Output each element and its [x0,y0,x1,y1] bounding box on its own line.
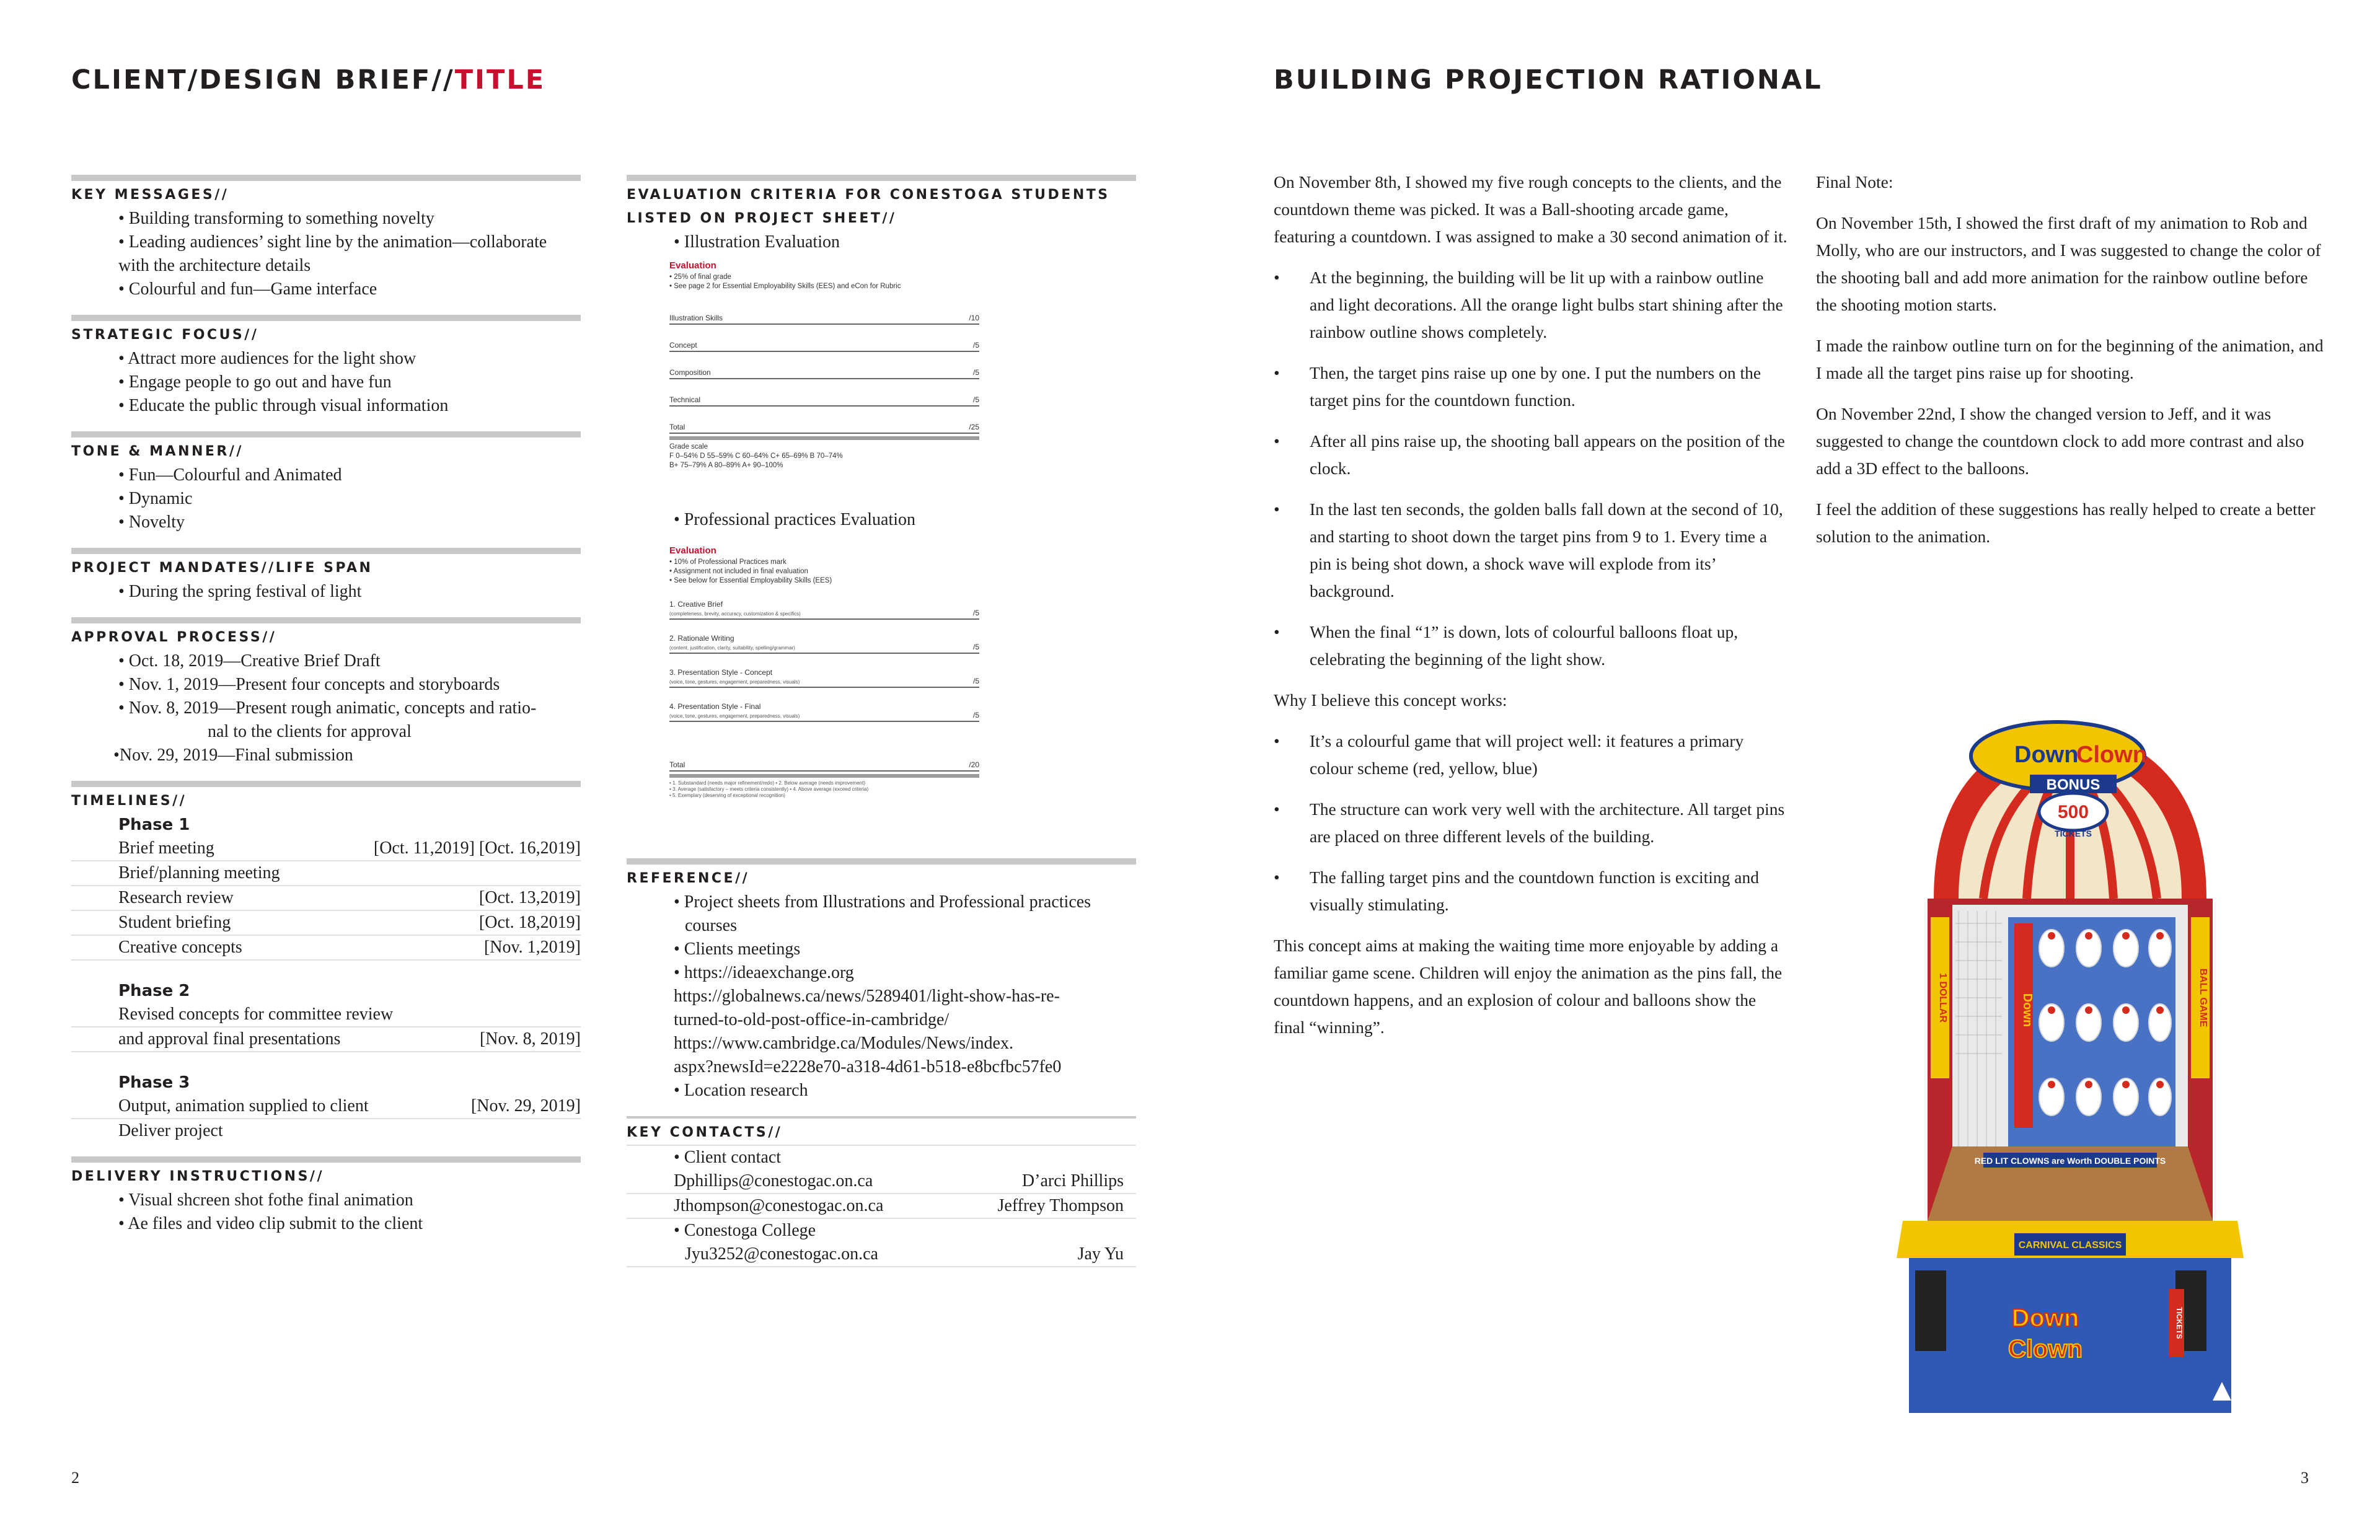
form-row [669,586,979,620]
reference-line: • Clients meetings [674,939,801,959]
form-footnote: • 1. Substandard (needs major refinement/redo) • 2. Below average (needs improvement) [669,780,865,786]
contact-row [627,1169,1136,1194]
phase-heading: Phase 3 [118,1073,190,1092]
arcade-machine-image [1890,713,2250,1413]
list-item: • Colourful and fun—Game interface [118,279,377,299]
page-title-right: BUILDING PROJECTION RATIONAL [1274,64,1823,95]
form-note: • 10% of Professional Practices mark [669,558,787,566]
form-row-label: Composition [669,368,711,377]
grade-scale: B+ 75–79% A 80–89% A+ 90–100% [669,462,783,469]
conclusion-paragraph: This concept aims at making the waiting time more enjoyable by adding a familiar game scene. Children will enjoy the animation as the pins fall, the countdown happens, and an explosion of colour and balloons show the final “winning”. [1274,936,1783,1037]
form-row-value: /5 [972,609,979,617]
form-row-value: /5 [972,677,979,685]
rationale-column [1274,169,1788,1055]
list-item: with the architecture details [118,256,311,275]
timeline-row [71,911,581,936]
list-item: • Illustration Evaluation [674,232,840,252]
grade-scale-title: Grade scale [669,443,708,451]
list-item: • Nov. 8, 2019—Present rough animatic, concepts and ratio- [118,698,537,718]
final-note-paragraph: I feel the addition of these suggestions has really helped to create a better solution to the animation. [1816,499,2316,546]
list-item: •Nov. 29, 2019—Final submission [113,746,353,765]
timeline-row [71,1094,581,1119]
reference-line: • https://ideaexchange.org [674,963,854,982]
section-heading: APPROVAL PROCESS// [71,630,277,645]
illustration-evaluation-form [669,259,979,470]
timeline-row [71,936,581,961]
key-messages-section [71,175,581,301]
form-row [669,297,979,325]
rationale-bullet: • After all pins raise up, the shooting ball appears on the position of the clock. [1274,428,1788,482]
contact-name: Jay Yu [1077,1244,1124,1264]
rationale-bullet: • In the last ten seconds, the golden balls fall down at the second of 10, and starting to shoot down the target pins from 9 to 1. Every time a pin is being shot down, a shock wave will explode from its’ background. [1274,496,1788,605]
list-item: • Engage people to go out and have fun [118,372,392,392]
section-heading: KEY CONTACTS// [627,1121,1136,1146]
final-note-title: Final Note: [1816,172,1893,191]
form-note: • See below for Essential Employability Skills (EES) [669,577,832,584]
reference-line: turned-to-old-post-office-in-cambridge/ [674,1010,950,1029]
form-row-label: 1. Creative Brief [669,600,723,609]
list-item: • Leading audiences’ sight line by the animation—collaborate [118,232,547,252]
list-item: • Attract more audiences for the light show [118,349,416,368]
reference-column [627,858,1136,1281]
rationale-bullet: • The falling target pins and the countdown function is exciting and visually stimulating. [1274,864,1788,918]
form-row [669,620,979,654]
final-note-paragraph: On November 22nd, I show the changed version to Jeff, and it was suggested to change the countdown clock to add more contrast and also add a 3D effect to the balloons. [1816,404,2304,478]
page-number-left: 2 [71,1469,79,1487]
bullet-text: In the last ten seconds, the golden balls fall down at the second of 10, and starting to shoot down the target pins from 9 to 1. Every time a pin is being shot down, a shock wave will explode from its’ background. [1310,499,1783,601]
left-side-text: 1 DOLLAR [1937,973,1948,1023]
intro-paragraph: On November 8th, I showed my five rough concepts to the clients, and the countdown theme was picked. It was a Ball-shooting arcade game, featuring a countdown. I was assigned to make a 30 second animation of it. [1274,172,1787,246]
list-item: • Professional practices Evaluation [674,510,916,529]
down-sign-text: Down [2021,993,2034,1027]
contact-email[interactable]: Dphillips@conestogac.on.ca [674,1171,873,1190]
strategic-focus-section [71,315,581,418]
section-heading: KEY MESSAGES// [71,187,229,203]
title-accent: TITLE [454,64,546,95]
section-heading: LISTED ON PROJECT SHEET// [627,211,897,226]
section-heading: PROJECT MANDATES//LIFE SPAN [71,560,373,576]
reference-section [627,858,1136,1102]
form-row-value: /20 [969,760,979,769]
form-row-label: Concept [669,341,697,350]
bonus-tickets: TICKETS [2055,829,2092,838]
form-row [669,722,979,772]
title-main: CLIENT/DESIGN BRIEF// [71,64,455,95]
final-note-column [1816,169,2330,564]
bullet-text: Then, the target pins raise up one by one. I put the numbers on the target pins for the countdown function. [1310,363,1761,410]
phase-heading: Phase 1 [118,816,190,834]
bonus-value: 500 [2057,802,2089,822]
reference-line: https://www.cambridge.ca/Modules/News/index. [674,1034,1013,1053]
top-sign-text-2: Clown [2076,742,2147,768]
list-item: nal to the clients for approval [208,722,412,741]
bullet-text: After all pins raise up, the shooting ball appears on the position of the clock. [1310,431,1785,478]
ticket-text: TICKETS [2175,1307,2184,1339]
timeline-date: [Nov. 8, 2019] [479,1029,581,1049]
form-row-value: /5 [972,711,979,719]
timeline-label: Output, animation supplied to client [118,1096,369,1115]
form-row-value: /5 [972,341,979,350]
form-row-label: Total [669,760,685,769]
tone-manner-section [71,431,581,534]
form-row [669,688,979,722]
form-row-label: Technical [669,395,701,404]
page-number-right: 3 [2301,1469,2309,1487]
reference-line: https://globalnews.ca/news/5289401/light-show-has-re- [674,987,1060,1006]
timeline-label: Brief meeting [118,838,214,858]
timeline-label: Student briefing [118,913,231,932]
section-heading: TIMELINES// [71,793,187,809]
form-row-sub: (voice, tone, gestures, engagement, preparedness, visuals) [669,679,800,685]
section-heading: EVALUATION CRITERIA FOR CONESTOGA STUDENTS [627,187,1110,203]
form-row-value: /10 [969,314,979,322]
grade-scale: F 0–54% D 55–59% C 60–64% C+ 65–69% B 70–74% [669,452,843,460]
form-row-value: /5 [972,395,979,404]
form-row [669,407,979,434]
form-note: • 25% of final grade [669,273,731,281]
phase-heading: Phase 2 [118,982,190,1000]
project-mandates-section [71,548,581,604]
section-heading: STRATEGIC FOCUS// [71,327,259,343]
contact-name: D’arci Phillips [1021,1171,1124,1190]
form-footnote: • 3. Average (satisfactory – meets criteria consistently) • 4. Above average (exceed criteria) [669,786,869,792]
section-heading: TONE & MANNER// [71,444,244,459]
timeline-label: Revised concepts for committee review [118,1005,394,1024]
form-row-label: 2. Rationale Writing [669,634,734,643]
timeline-row [71,886,581,911]
form-note: • See page 2 for Essential Employability Skills (EES) and eCon for Rubric [669,283,901,290]
bullet-text: At the beginning, the building will be lit up with a rainbow outline and light decorations. All the orange light bulbs start shining after the rainbow outline shows completely. [1310,268,1783,341]
timeline-label: Brief/planning meeting [118,863,280,882]
rationale-bullet: • The structure can work very well with the architecture. All target pins are placed on three different levels of the building. [1274,796,1788,850]
rationale-bullet: • When the final “1” is down, lots of colourful balloons float up, celebrating the beginning of the light show. [1274,618,1788,673]
form-row-label: Total [669,423,685,431]
form-row [669,325,979,352]
final-note-paragraph: On November 15th, I showed the first draft of my animation to Rob and Molly, who are our instructors, and I was suggested to change the color of the shooting ball and add more animation for the rainbow outline before the shooting motion starts. [1816,213,2321,314]
timeline-date: [Nov. 1,2019] [483,938,581,957]
form-row-sub: (voice, tone, gestures, engagement, preparedness, visuals) [669,713,800,719]
form-row-value: /5 [972,643,979,651]
bonus-label: BONUS [2046,777,2100,793]
list-item: • Novelty [118,513,185,532]
timeline-date: [Oct. 18,2019] [478,913,581,932]
list-item: • Educate the public through visual information [118,396,449,415]
reference-line: courses [685,916,737,935]
list-item: • Visual shcreen shot fothe final animation [118,1190,413,1210]
list-item: • Building transforming to something novelty [118,209,434,228]
bullet-text: It’s a colourful game that will project well: it features a primary colour scheme (red, yellow, blue) [1310,731,1744,778]
timeline-label: Research review [118,888,234,907]
reference-line: • Project sheets from Illustrations and Professional practices [674,892,1091,912]
contact-group: • Conestoga College [674,1221,816,1240]
page-title-left [71,64,545,95]
form-row-label: 4. Presentation Style - Final [669,702,761,711]
form-title: Evaluation [669,545,716,556]
form-row [669,379,979,407]
bullet-text: The falling target pins and the countdown function is exciting and visually stimulating. [1310,868,1760,914]
timeline-date: [Oct. 13,2019] [478,888,581,907]
timeline-date: [Nov. 29, 2019] [470,1096,581,1115]
contact-group: • Client contact [674,1148,782,1167]
timeline-row [71,837,581,861]
bullet-text: When the final “1” is down, lots of colourful balloons float up, celebrating the beginning of the light show. [1310,622,1739,669]
rationale-bullet: • At the beginning, the building will be lit up with a rainbow outline and light decorations. All the orange light bulbs start shining after the rainbow outline shows completely. [1274,264,1788,346]
contact-name: Jeffrey Thompson [997,1196,1124,1215]
right-side-text: BALL GAME [2198,968,2208,1027]
form-title: Evaluation [669,260,716,271]
brief-column-1 [71,175,581,1249]
form-row [669,352,979,379]
rationale-bullet: • It’s a colourful game that will project well: it features a primary colour scheme (red, yellow, blue) [1274,728,1788,782]
delivery-section [71,1156,581,1236]
timeline-label: Creative concepts [118,938,242,957]
final-note-paragraph: I made the rainbow outline turn on for the beginning of the animation, and I made all the target pins raise up for shooting. [1816,336,2324,382]
timelines-section [71,781,581,1143]
timeline-row [71,1003,581,1027]
form-footnote: • 5. Exemplary (deserving of exceptional recognition) [669,793,785,798]
reference-line: aspx?newsId=e2228e70-a318-4d61-b518-e8bcfbc57fe0 [674,1057,1062,1076]
section-heading: DELIVERY INSTRUCTIONS// [71,1169,324,1184]
form-row [669,654,979,688]
form-row-value: /5 [972,368,979,377]
rationale-bullet: • Then, the target pins raise up one by one. I put the numbers on the target pins for the countdown function. [1274,359,1788,414]
logo-text-1: Down [2011,1305,2079,1332]
timeline-extra: Deliver project [118,1121,223,1140]
form-row-label: 3. Presentation Style - Concept [669,668,773,677]
form-row-value: /25 [969,423,979,431]
timeline-row [71,861,581,886]
form-row-sub: (content, justification, clarity, suitability, spelling/grammar) [669,645,795,651]
list-item: • Nov. 1, 2019—Present four concepts and storyboards [118,675,500,694]
timeline-label: and approval final presentations [118,1029,341,1049]
classics-text: CARNIVAL CLASSICS [2018,1240,2122,1251]
section-heading: REFERENCE// [627,871,750,886]
timeline-date: [Oct. 11,2019] [Oct. 16,2019] [373,838,581,858]
bullet-text: The structure can work very well with the architecture. All target pins are placed on three different levels of the building. [1310,799,1785,846]
form-row-label: Illustration Skills [669,314,723,322]
form-row-sub: (completeness, brevity, accuracy, customization & specifics) [669,611,801,617]
reference-line: • Location research [674,1081,808,1100]
contact-row [627,1243,1136,1267]
list-item: • During the spring festival of light [118,582,362,601]
contact-email[interactable]: Jyu3252@conestogac.on.ca [685,1244,878,1264]
top-sign-text-1: Down [2014,742,2079,768]
coin-slot-left [1915,1270,1946,1351]
banner-text: RED LIT CLOWNS are Worth DOUBLE POINTS [1974,1156,2166,1166]
list-item: • Oct. 18, 2019—Creative Brief Draft [118,651,381,671]
why-heading: Why I believe this concept works: [1274,690,1507,710]
timeline-row [71,1027,581,1052]
contact-email[interactable]: Jthompson@conestogac.on.ca [674,1196,884,1215]
list-item: • Dynamic [118,489,193,508]
key-contacts-section [627,1116,1136,1267]
contact-row [627,1194,1136,1219]
form-note: • Assignment not included in final evaluation [669,568,808,575]
logo-text-2: Clown [2008,1335,2082,1363]
approval-process-section [71,617,581,767]
list-item: • Fun—Colourful and Animated [118,465,342,485]
professional-evaluation-form [669,544,979,799]
list-item: • Ae files and video clip submit to the client [118,1214,423,1233]
